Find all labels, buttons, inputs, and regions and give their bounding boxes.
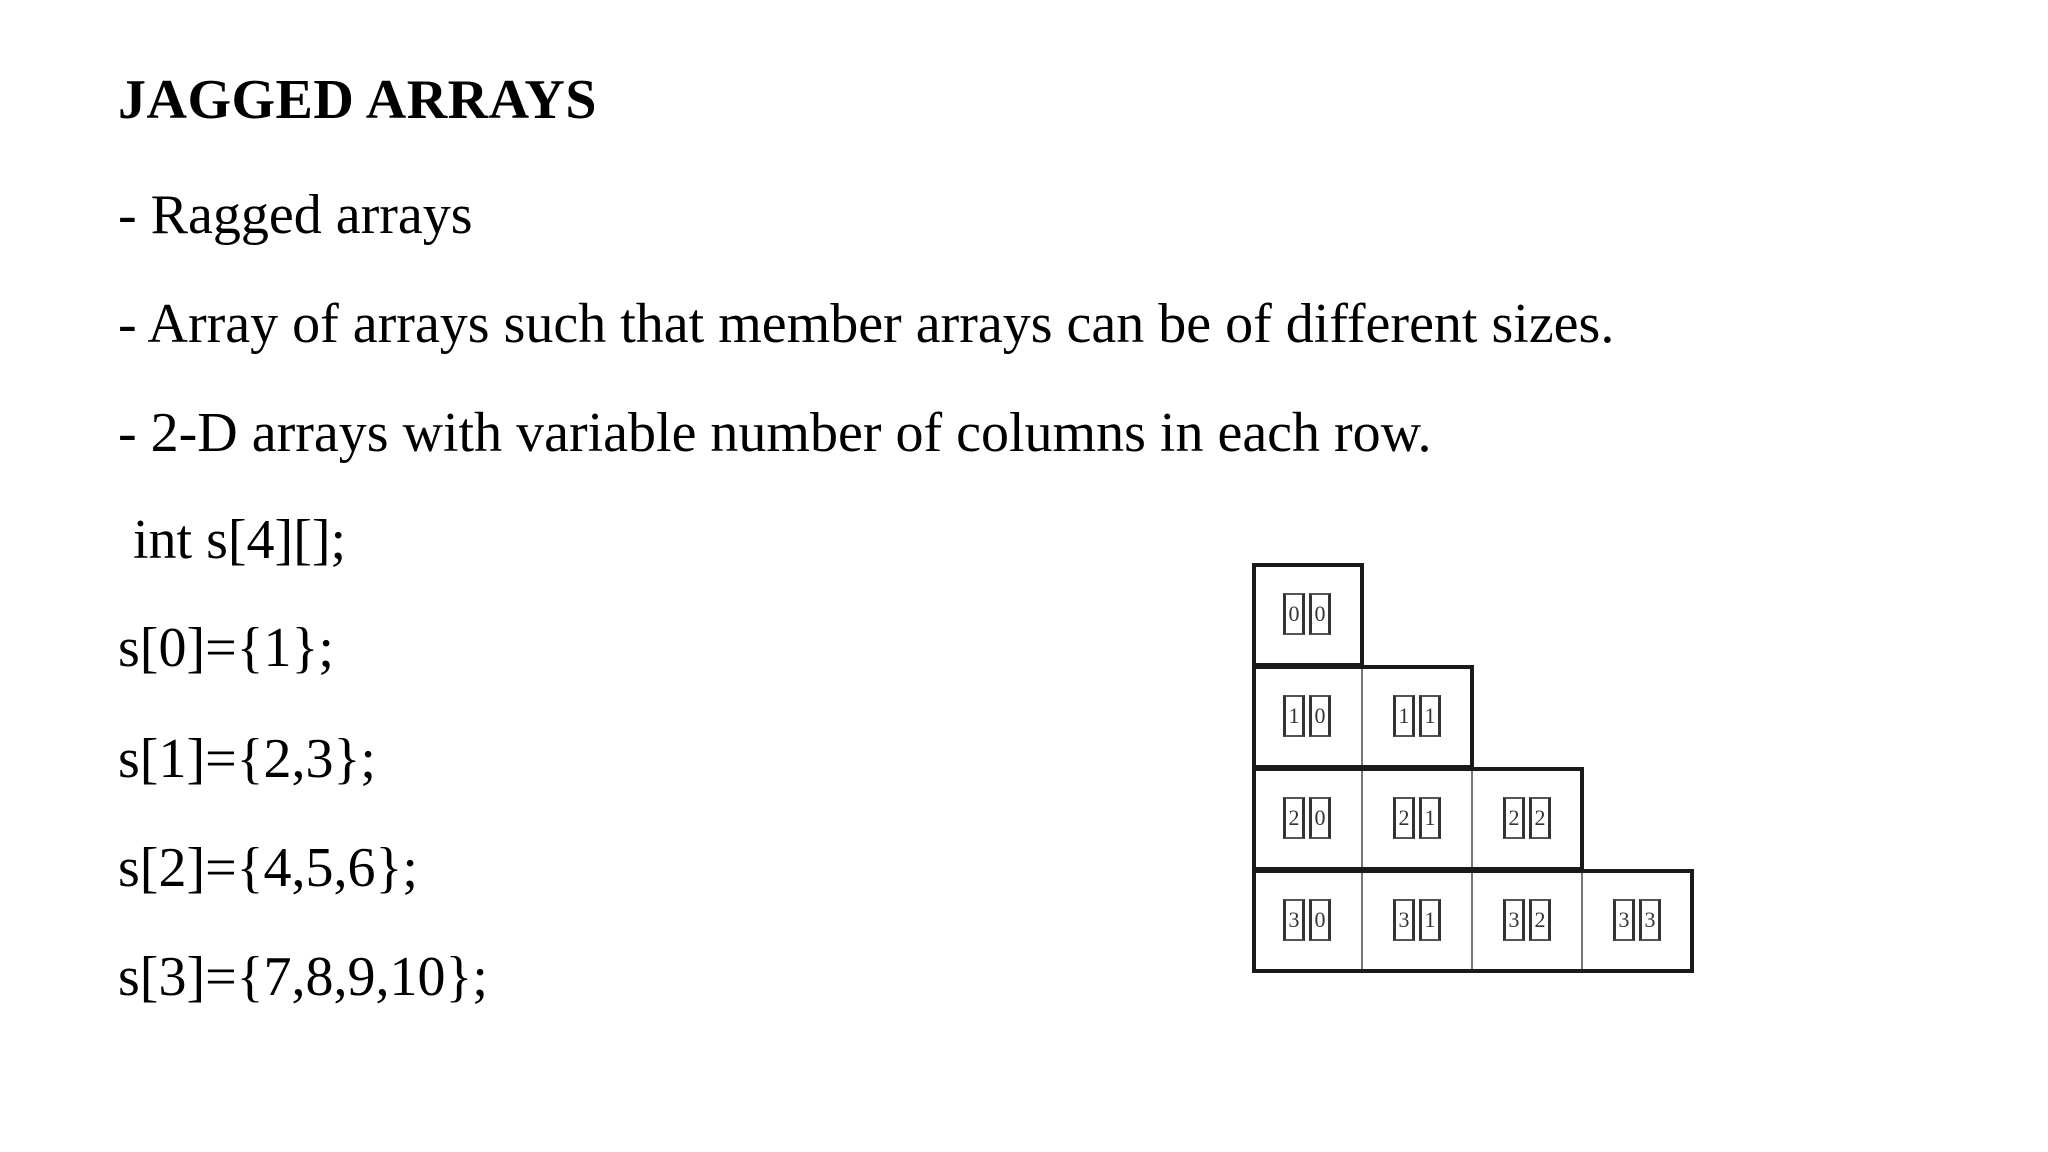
row-index: 3: [1613, 899, 1635, 941]
row-index: 3: [1503, 899, 1525, 941]
bullet-array-of-arrays: - Array of arrays such that member arrays can be of different sizes.: [118, 293, 1615, 355]
column-index: 2: [1529, 899, 1551, 941]
bullet-ragged-arrays: - Ragged arrays: [118, 184, 473, 246]
column-index: 0: [1309, 593, 1331, 635]
array-cell-3-0: [1252, 869, 1362, 971]
code-row-3: s[3]={7,8,9,10};: [118, 946, 488, 1008]
array-cell-3-1: [1362, 869, 1472, 971]
row-index: 2: [1503, 797, 1525, 839]
row-index: 2: [1283, 797, 1305, 839]
column-index: 1: [1419, 797, 1441, 839]
row-index: 3: [1393, 899, 1415, 941]
array-cell-0-0: [1252, 563, 1362, 665]
row-index: 3: [1283, 899, 1305, 941]
array-cell-1-1: [1362, 665, 1472, 767]
row-index: 2: [1393, 797, 1415, 839]
row-index: 1: [1393, 695, 1415, 737]
column-index: 0: [1309, 899, 1331, 941]
code-row-1: s[1]={2,3};: [118, 728, 376, 790]
row-index: 1: [1283, 695, 1305, 737]
slide-title: JAGGED ARRAYS: [118, 69, 597, 131]
array-cell-1-0: [1252, 665, 1362, 767]
column-index: 1: [1419, 695, 1441, 737]
column-index: 3: [1639, 899, 1661, 941]
column-index: 0: [1309, 695, 1331, 737]
jagged-array-diagram: [1252, 563, 1692, 971]
array-cell-2-0: [1252, 767, 1362, 869]
column-index: 2: [1529, 797, 1551, 839]
array-cell-3-3: [1582, 869, 1692, 971]
code-row-2: s[2]={4,5,6};: [118, 837, 418, 899]
column-index: 0: [1309, 797, 1331, 839]
row-index: 0: [1283, 593, 1305, 635]
array-cell-2-1: [1362, 767, 1472, 869]
column-index: 1: [1419, 899, 1441, 941]
bullet-2d-arrays: - 2-D arrays with variable number of columns in each row.: [118, 402, 1432, 464]
array-cell-2-2: [1472, 767, 1582, 869]
code-row-0: s[0]={1};: [118, 617, 334, 679]
code-declaration: int s[4][];: [133, 509, 347, 571]
array-cell-3-2: [1472, 869, 1582, 971]
